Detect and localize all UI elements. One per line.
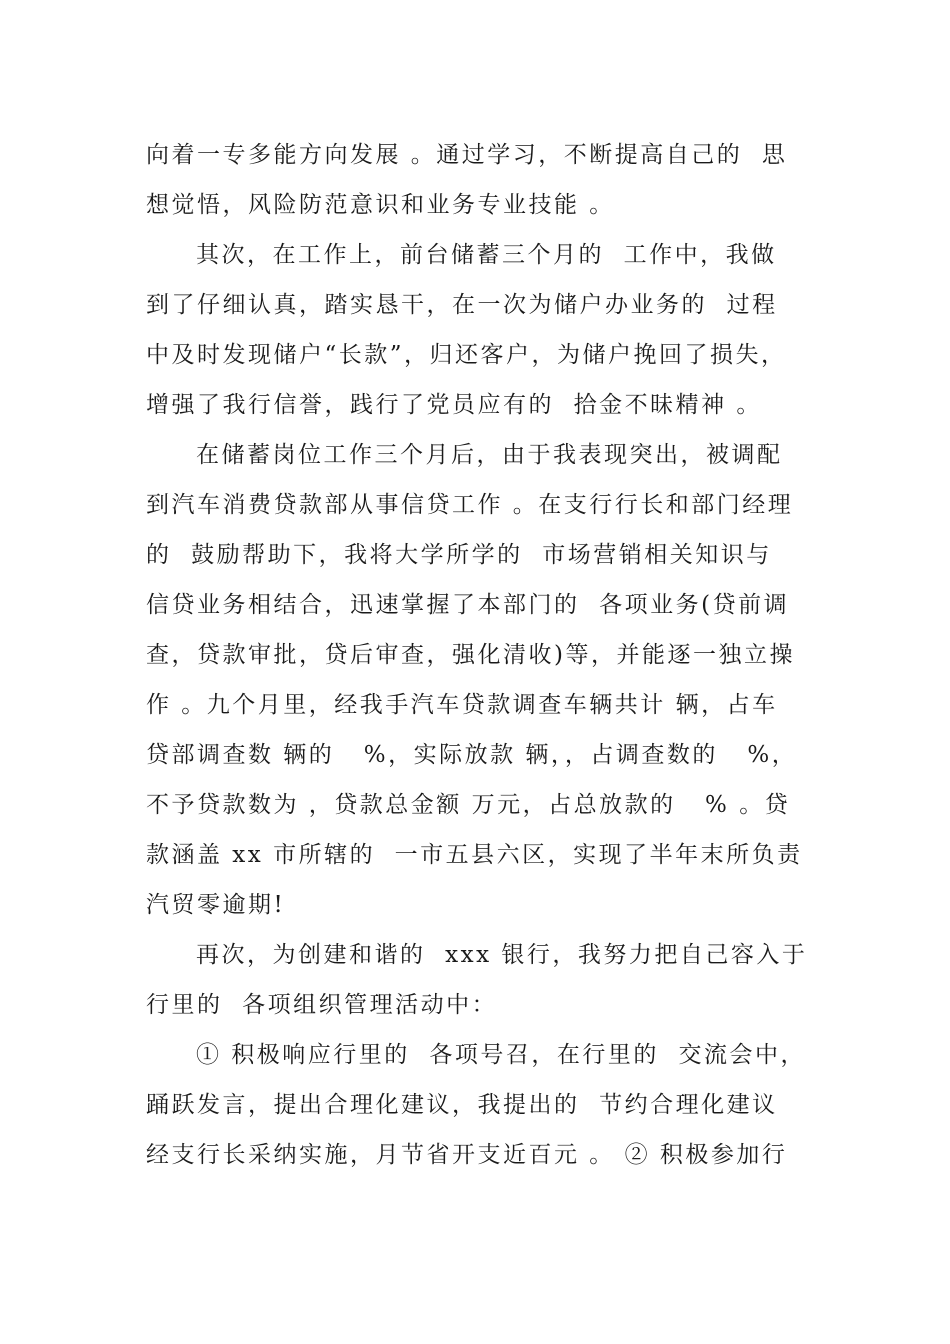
- text-line: 查，贷款审批，贷后审查，强化清收)等，并能逐一独立操: [146, 642, 795, 668]
- text-line: 到汽车消费贷款部从事信贷工作 。在支行行长和部门经理: [146, 492, 794, 518]
- text-line: 贷部调查数 辆的 %，实际放款 辆，，占调查数的 %，: [146, 742, 798, 768]
- text-line: 的 鼓励帮助下，我将大学所学的 市场营销相关知识与: [146, 542, 772, 568]
- text-line: 经支行长采纳实施，月节省开支近百元 。 ② 积极参加行: [146, 1142, 788, 1168]
- text-line: 款涵盖 xx 市所辖的 一市五县六区，实现了半年末所负责: [146, 842, 803, 868]
- text-line: 不予贷款数为 ，贷款总金额 万元，占总放款的 % 。贷: [146, 792, 791, 818]
- text-line: 到了仔细认真，踏实恳干，在一次为储户办业务的 过程: [146, 292, 778, 318]
- text-line: 向着一专多能方向发展 。通过学习，不断提高自己的 思: [146, 142, 788, 168]
- paragraph-start-line: 在储蓄岗位工作三个月后，由于我表现突出，被调配: [196, 442, 783, 468]
- text-line: 汽贸零逾期!: [146, 892, 286, 918]
- text-line: 作 。九个月里，经我手汽车贷款调查车辆共计 辆，占车: [146, 692, 778, 718]
- text-line: 行里的 各项组织管理活动中：: [146, 992, 498, 1018]
- text-line: 信贷业务相结合，迅速掌握了本部门的 各项业务(贷前调: [146, 592, 790, 618]
- document-body: [146, 130, 816, 1180]
- text-line: 想觉悟，风险防范意识和业务专业技能 。: [146, 192, 615, 218]
- text-line: 增强了我行信誉，践行了党员应有的 拾金不昧精神 。: [146, 392, 762, 418]
- text-line: 踊跃发言，提出合理化建议，我提出的 节约合理化建议: [146, 1092, 778, 1118]
- paragraph-start-line: ① 积极响应行里的 各项号召，在行里的 交流会中，: [196, 1042, 807, 1068]
- paragraph-start-line: 其次，在工作上，前台储蓄三个月的 工作中，我做: [196, 242, 777, 268]
- text-line: 中及时发现储户“长款”，归还客户，为储户挽回了损失，: [146, 342, 787, 368]
- paragraph-start-line: 再次，为创建和谐的 xxx 银行，我努力把自己容入于: [196, 942, 808, 968]
